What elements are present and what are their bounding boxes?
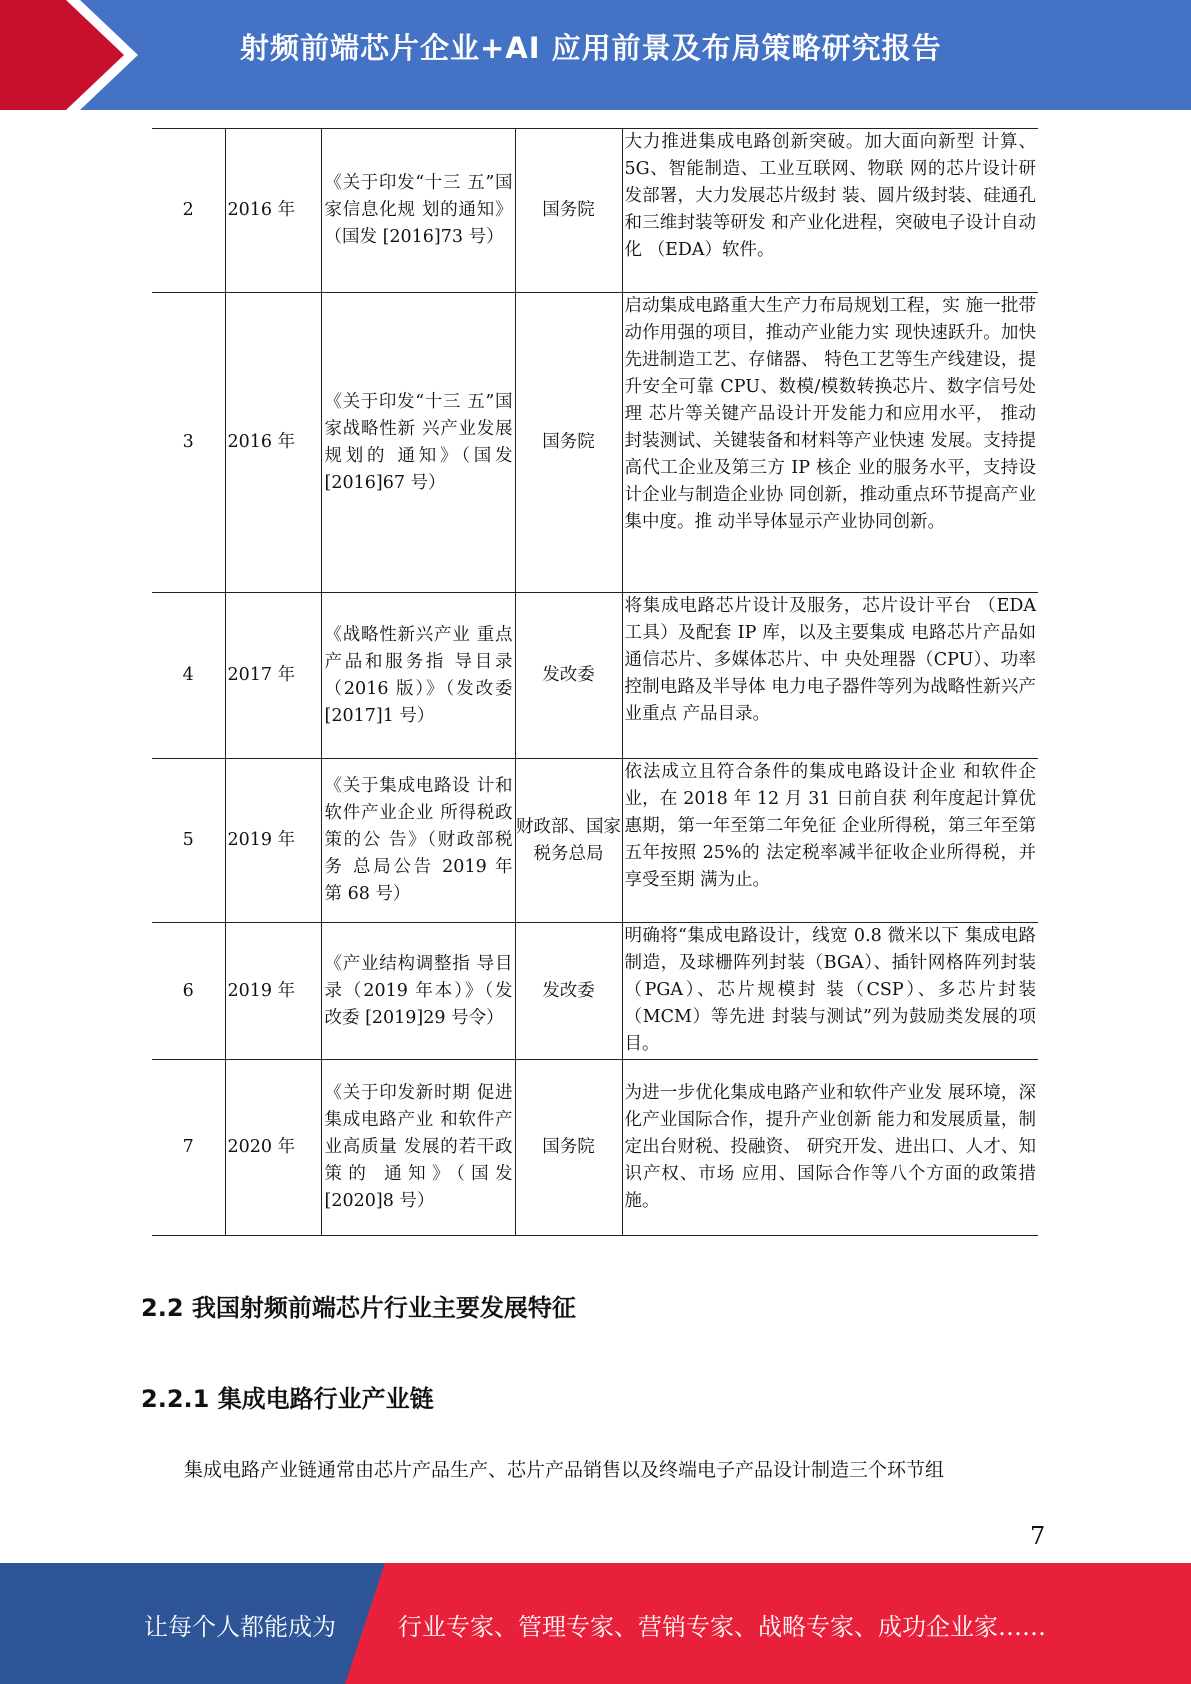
row-year: 2019 年 (225, 923, 321, 1060)
row-number: 4 (152, 593, 225, 759)
row-document: 《关于印发“十三 五”国家信息化规 划的通知》（国发 [2016]73 号） (321, 129, 515, 293)
row-department: 国务院 (515, 293, 622, 593)
page-number: 7 (1030, 1522, 1046, 1550)
body-paragraph: 集成电路产业链通常由芯片产品生产、芯片产品销售以及终端电子产品设计制造三个环节组 (184, 1459, 945, 1481)
row-document: 《产业结构调整指 导目录（2019 年本）》（发改委 [2019]29 号令） (321, 923, 515, 1060)
row-year: 2019 年 (225, 759, 321, 923)
table-row (152, 759, 1038, 923)
footer-slogan-left: 让每个人都能成为 (144, 1613, 336, 1641)
row-year: 2016 年 (225, 129, 321, 293)
row-number: 6 (152, 923, 225, 1060)
subsection-heading: 2.2.1 集成电路行业产业链 (141, 1385, 434, 1413)
row-document: 《关于印发“十三 五”国家战略性新 兴产业发展规划的 通知》（国发 [2016]67 号） (321, 293, 515, 593)
page-header (0, 0, 1191, 110)
table-row (152, 1060, 1038, 1236)
row-year: 2020 年 (225, 1060, 321, 1236)
row-document: 《战略性新兴产业 重点产品和服务指 导目录（2016 版）》（发改委[2017]1 号） (321, 593, 515, 759)
row-number: 2 (152, 129, 225, 293)
section-heading: 2.2 我国射频前端芯片行业主要发展特征 (141, 1294, 576, 1322)
footer-slogan-right: 行业专家、管理专家、营销专家、战略专家、成功企业家…… (398, 1613, 1046, 1641)
table-row (152, 293, 1038, 593)
row-document: 《关于集成电路设 计和软件产业企业 所得税政策的公 告》（财政部税务 总局公告 2019 年 第 68 号） (321, 759, 515, 923)
table-row (152, 593, 1038, 759)
table-row (152, 129, 1038, 293)
row-content: 依法成立且符合条件的集成电路设计企业 和软件企业，在 2018 年 12 月 31 日前自获 利年度起计算优惠期，第一年至第二年免征 企业所得税，第三年至第五年按照 25%的 法定税率减半征收企业所得税，并享受至期 满为止。 (622, 759, 1038, 923)
row-content: 大力推进集成电路创新突破。加大面向新型 计算、5G、智能制造、工业互联网、物联 网的芯片设计研发部署，大力发展芯片级封 装、圆片级封装、硅通孔和三维封装等研发 和产业化进程，突破电子设计自动化 （EDA）软件。 (622, 129, 1038, 293)
report-title: 射频前端芯片企业+AI 应用前景及布局策略研究报告 (240, 31, 942, 65)
row-department: 发改委 (515, 593, 622, 759)
row-content: 为进一步优化集成电路产业和软件产业发 展环境，深化产业国际合作，提升产业创新 能力和发展质量，制定出台财税、投融资、 研究开发、进出口、人才、知识产权、市场 应用、国际合作等八个方面的政策措施。 (622, 1060, 1038, 1236)
row-department: 财政部、国家税务总局 (515, 759, 622, 923)
row-year: 2016 年 (225, 293, 321, 593)
page-footer (0, 1563, 1191, 1684)
row-year: 2017 年 (225, 593, 321, 759)
row-department: 国务院 (515, 1060, 622, 1236)
row-department: 发改委 (515, 923, 622, 1060)
row-number: 7 (152, 1060, 225, 1236)
row-department: 国务院 (515, 129, 622, 293)
row-content: 明确将“集成电路设计，线宽 0.8 微米以下 集成电路制造，及球栅阵列封装（BGA）、插针网格阵列封装（PGA）、芯片规模封 装（CSP）、多芯片封装（MCM）等先进 封装与测试”列为鼓励类发展的项目。 (622, 923, 1038, 1060)
header-arrow-decoration (0, 0, 160, 110)
row-document: 《关于印发新时期 促进集成电路产业 和软件产业高质量 发展的若干政策的 通知》（国发[2020]8 号） (321, 1060, 515, 1236)
row-number: 3 (152, 293, 225, 593)
row-content: 启动集成电路重大生产力布局规划工程，实 施一批带动作用强的项目，推动产业能力实 现快速跃升。加快先进制造工艺、存储器、 特色工艺等生产线建设，提升安全可靠 CPU、数模/模数转换芯片、数字信号处理 芯片等关键产品设计开发能力和应用水平， 推动封装测试、关键装备和材料等产业快速 发展。支持提高代工企业及第三方 IP 核企 业的服务水平，支持设计企业与制造企业协 同创新，推动重点环节提高产业集中度。推 动半导体显示产业协同创新。 (622, 293, 1038, 593)
policy-table (152, 128, 1038, 1236)
table-row (152, 923, 1038, 1060)
row-content: 将集成电路芯片设计及服务，芯片设计平台 （EDA 工具）及配套 IP 库，以及主要集成 电路芯片产品如通信芯片、多媒体芯片、中 央处理器（CPU）、功率控制电路及半导体 电力电子器件等列为战略性新兴产业重点 产品目录。 (622, 593, 1038, 759)
row-number: 5 (152, 759, 225, 923)
